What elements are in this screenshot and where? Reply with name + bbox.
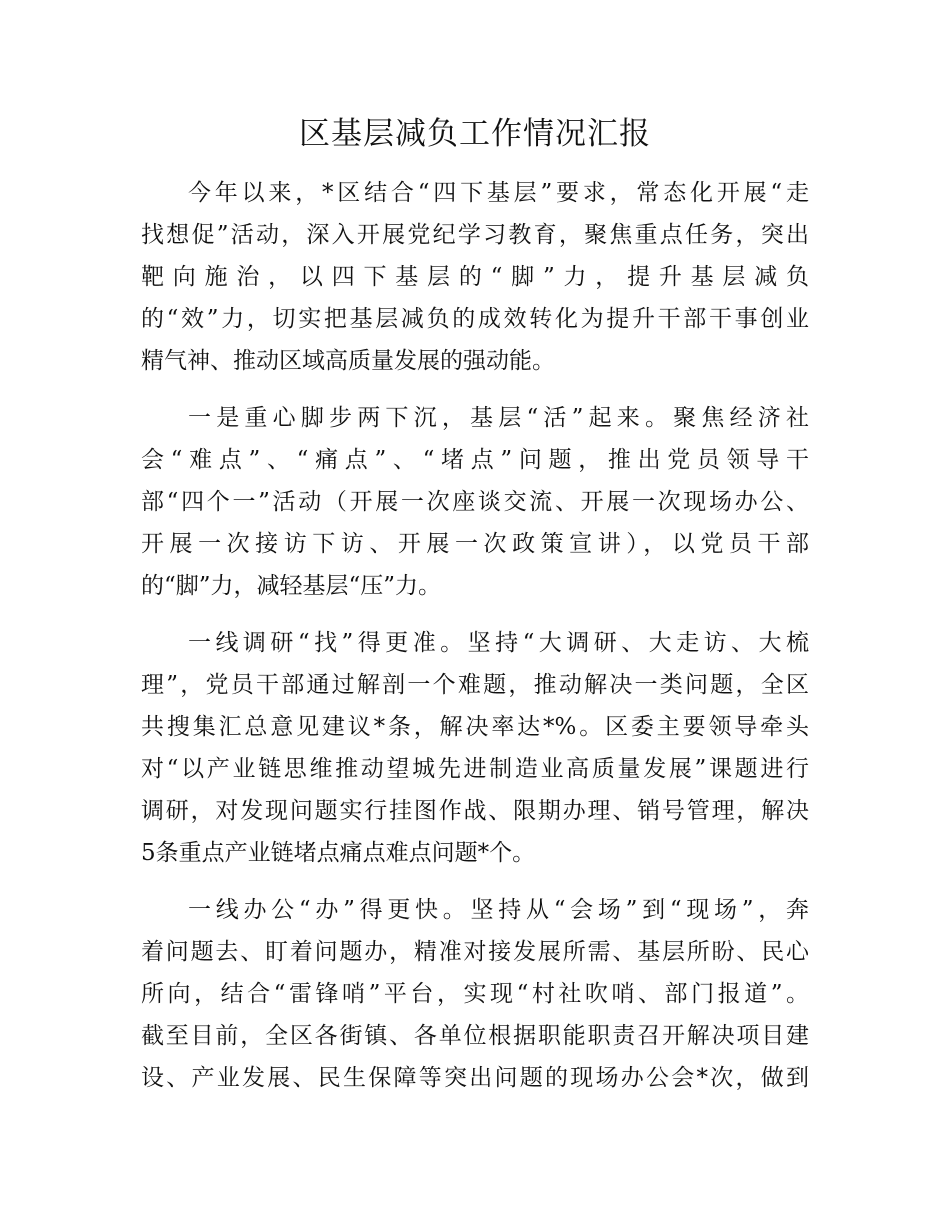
paragraph-3-line-2: 理”，党员干部通过解剖一个难题，推动解决一类问题，全区: [141, 672, 809, 698]
paragraph-4-line-1: 一线办公“办”得更快。坚持从“会场”到“现场”，奔: [188, 897, 809, 923]
paragraph-4-line-3: 所向，结合“雷锋哨”平台，实现“村社吹哨、部门报道”。: [141, 981, 809, 1007]
paragraph-3-line-1: 一线调研“找”得更准。坚持“大调研、大走访、大梳: [188, 630, 809, 656]
paragraph-3-line-4: 对“以产业链思维推动望城先进制造业高质量发展”课题进行: [141, 756, 809, 782]
paragraph-1-line-4: 的“效”力，切实把基层减负的成效转化为提升干部干事创业: [141, 306, 809, 332]
paragraph-4-line-5: 设、产业发展、民生保障等突出问题的现场办公会*次，做到: [141, 1065, 809, 1091]
paragraph-2-line-3: 部“四个一”活动（开展一次座谈交流、开展一次现场办公、: [141, 489, 809, 515]
paragraph-4-line-4: 截至目前，全区各街镇、各单位根据职能职责召开解决项目建: [141, 1023, 809, 1049]
paragraph-1-line-5: 精气神、推动区域高质量发展的强动能。: [141, 348, 555, 374]
paragraph-2-line-2: 会“难点”、“痛点”、“堵点”问题，推出党员领导干: [141, 447, 809, 473]
document-title: 区基层减负工作情况汇报: [299, 116, 651, 152]
paragraph-3-line-6: 5条重点产业链堵点痛点难点问题*个。: [141, 840, 536, 866]
paragraph-2-line-5: 的“脚”力，减轻基层“压”力。: [141, 573, 442, 599]
paragraph-1-line-2: 找想促”活动，深入开展党纪学习教育，聚焦重点任务，突出: [141, 222, 809, 248]
paragraph-1-line-3: 靶向施治，以四下基层的“脚”力，提升基层减负: [141, 264, 809, 290]
paragraph-3-line-5: 调研，对发现问题实行挂图作战、限期办理、销号管理，解决: [141, 798, 809, 824]
paragraph-2-line-1: 一是重心脚步两下沉，基层“活”起来。聚焦经济社: [188, 405, 809, 431]
paragraph-1-line-1: 今年以来，*区结合“四下基层”要求，常态化开展“走: [188, 180, 809, 206]
paragraph-2-line-4: 开展一次接访下访、开展一次政策宣讲），以党员干部: [141, 531, 809, 557]
paragraph-3-line-3: 共搜集汇总意见建议*条，解决率达*%。区委主要领导牵头: [141, 714, 809, 740]
paragraph-4-line-2: 着问题去、盯着问题办，精准对接发展所需、基层所盼、民心: [141, 939, 809, 965]
